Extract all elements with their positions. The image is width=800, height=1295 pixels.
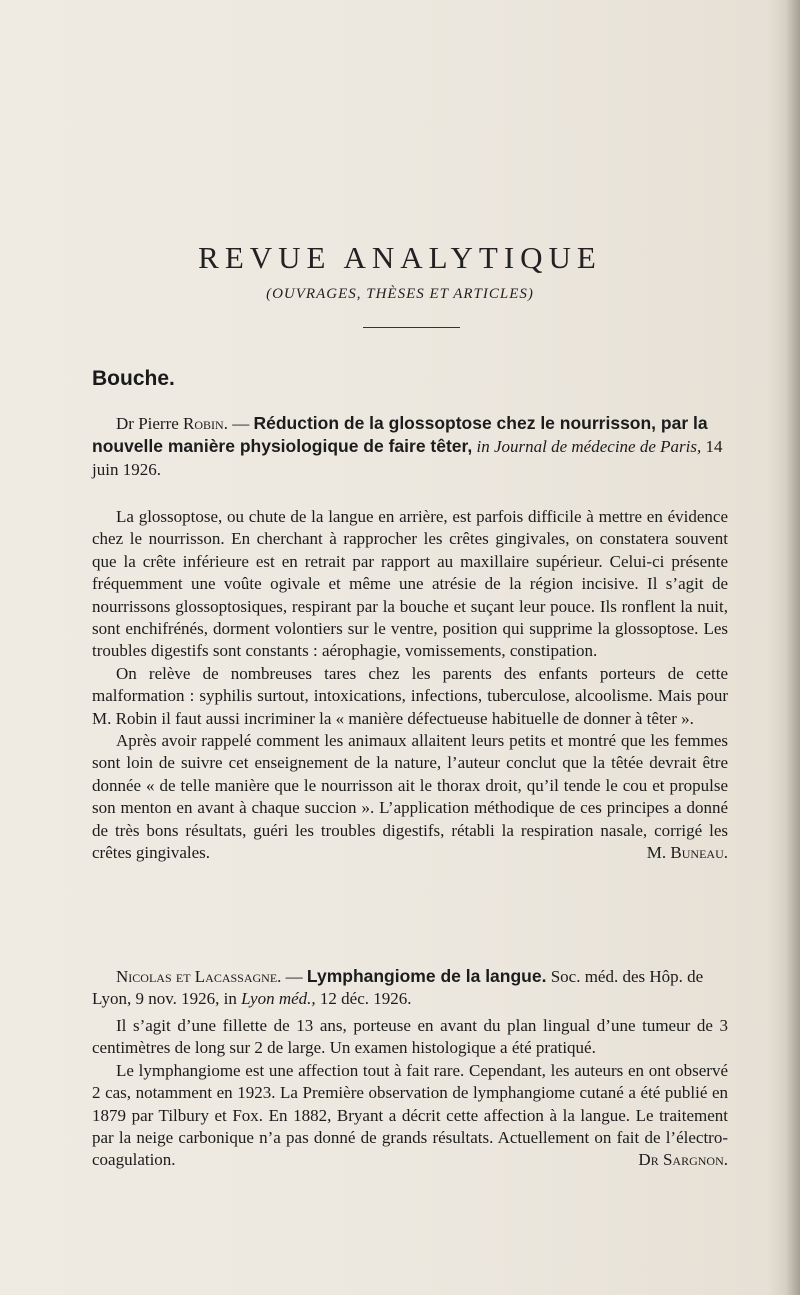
article-1-author-first: Pierre (138, 414, 179, 433)
journal-section-title: REVUE ANALYTIQUE (198, 240, 602, 275)
article-2-paragraph: Il s’agit d’une fillette de 13 ans, porteuse en avant du plan lingual d’une tumeur de 3 centimètres de long sur 2 de large. Un examen histologique a été pratiqué. (92, 1016, 728, 1058)
article-2-paragraph (92, 1060, 728, 1172)
article-1-journal: in Journal de médecine de Paris, (476, 437, 702, 457)
article-2-authors: Nicolas et Lacassagne. (116, 967, 282, 986)
article-1-title: Réduction de la glossoptose chez le nourrisson, par la nouvelle manière physiologique de faire têter, (92, 413, 708, 457)
page-edge-shadow (786, 0, 800, 1295)
article-1-paragraph: La glossoptose, ou chute de la langue en arrière, est parfois difficile à mettre en évidence chez le nourrisson. En cherchant à rapprocher les crêtes gingivales, on constatera souvent que la crête inférieure est en retrait par rapport au maxillaire supérieur. Celui-ci présente fréquemment une voûte ogivale et même une atrésie de la région incisive. Il s’agit de nourrissons glossoptosiques, respirant par la bouche et suçant leur pouce. Ils ronflent la nuit, sont enchifrénés, dorment volontiers sur le ventre, position qui supprime la glossoptose. Les troubles digestifs sont constants : aérophagie, vomissements, constipation. (92, 507, 728, 661)
article-1-paragraph (92, 730, 728, 864)
article-1-paragraph-text: Après avoir rappelé comment les animaux allaitent leurs petits et montré que les femmes sont loin de suivre cet enseignement de la nature, l’auteur conclut que la têtée devrait être donnée « de telle manière que le nourrisson ait le thorax droit, qu’il tende le cou et propulse son menton en avant à chaque succion ». L’application méthodique de ces principes a donné de très bons résultats, guéri les troubles digestifs, rétabli la respiration nasale, corrigé les crêtes gingivales. (92, 731, 728, 863)
article-2-separator: — (285, 967, 303, 986)
article-1-body (92, 506, 728, 865)
article-2-paragraph-text: Le lymphangiome est une affection tout à fait rare. Cependant, les auteurs en ont observé 2 cas, notamment en 1923. La Première observation de lymphangiome cutané a été publié en 1879 par Tilbury et Fox. En 1882, Bryant a décrit cette affection à la langue. Le traitement par la neige carbonique n’a pas donné de grands résultats. Actuellement on fait de l’électro-coagulation. (92, 1060, 728, 1170)
article-2-journal: Lyon méd., (241, 989, 316, 1009)
article-1-author-prefix: Dr (116, 414, 134, 433)
article-2-source: Soc. méd. des Hôp. de Lyon, 9 nov. 1926, in (92, 967, 704, 1009)
article-1-separator: — (232, 414, 250, 433)
section-heading: Bouche. (92, 367, 175, 390)
title-divider (363, 327, 460, 328)
article-2-body (92, 1015, 728, 1172)
article-2-signature: Dr Sargnon. (638, 1150, 728, 1170)
article-1-date: 14 juin 1926. (92, 437, 723, 479)
article-1-author-name: Robin. (183, 414, 228, 433)
article-2-date: 12 déc. 1926. (319, 989, 412, 1009)
article-2-reference (92, 965, 728, 1011)
article-2-title: Lymphangiome de la langue. (306, 966, 547, 986)
article-1-paragraph: On relève de nombreuses tares chez les parents des enfants porteurs de cette malformation : syphilis surtout, intoxications, infections, tuberculose, alcoolisme. Mais pour M. Robin il faut aussi incriminer la « manière défectueuse habituelle de donner à têter ». (92, 663, 728, 728)
article-1-reference (92, 412, 728, 481)
journal-section-subtitle: (OUVRAGES, THÈSES ET ARTICLES) (266, 286, 534, 302)
article-1-signature: M. Buneau. (646, 843, 728, 863)
